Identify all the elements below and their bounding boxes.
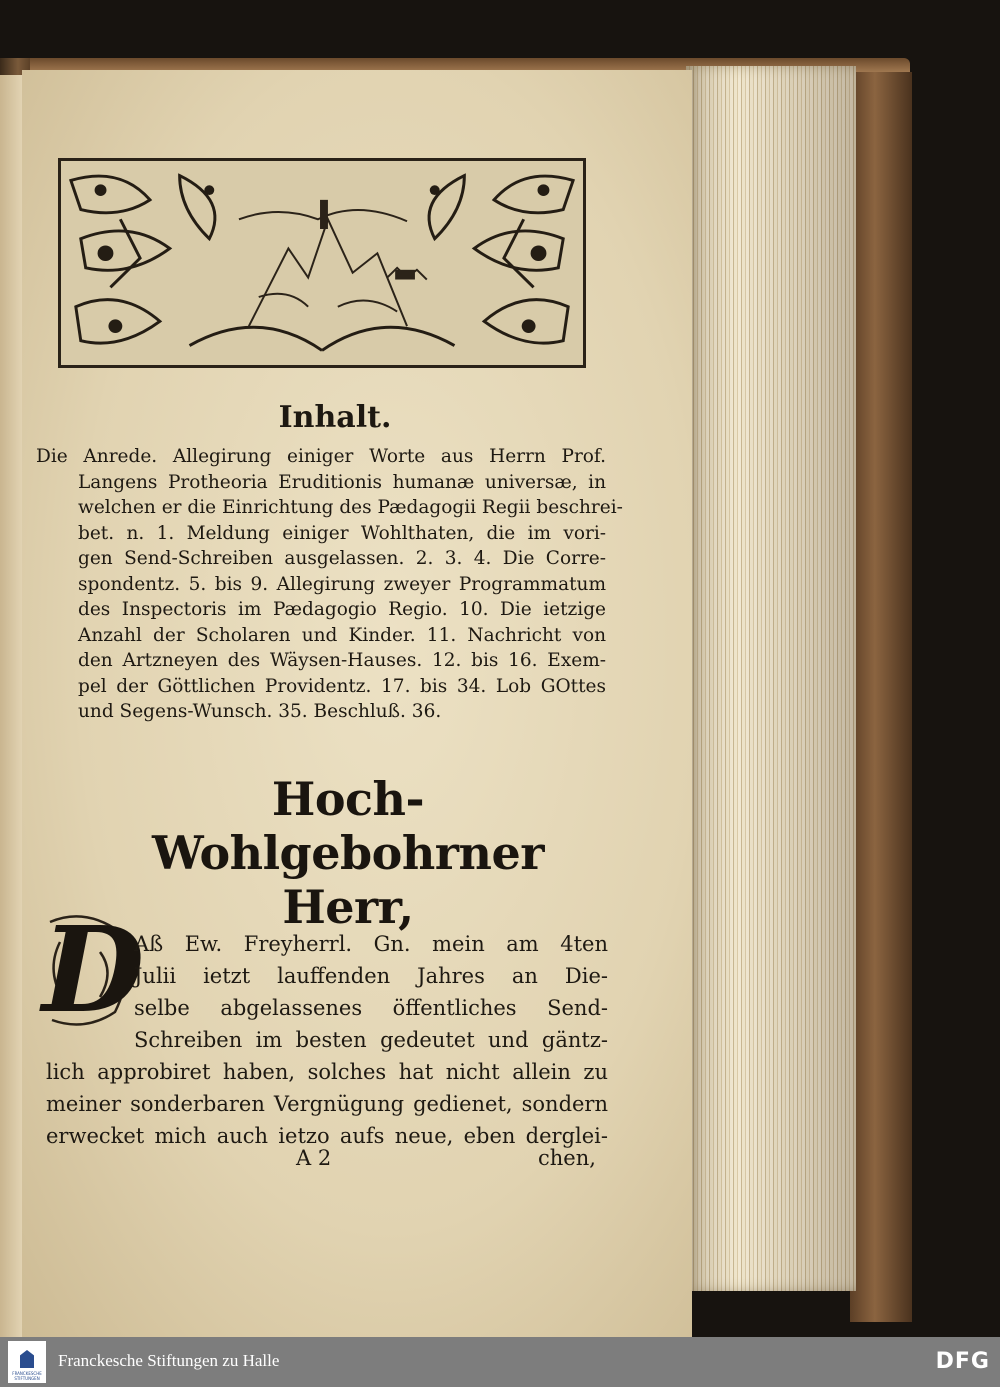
body-line: lich approbiret haben, solches hat nicht allein zu	[46, 1060, 608, 1084]
institution-name: Franckesche Stiftungen zu Halle	[58, 1351, 280, 1370]
body-line: Julii ietzt lauffenden Jahres an Die-	[134, 964, 608, 988]
drop-cap-initial: D	[42, 900, 145, 1039]
summary-line: welchen er die Einrichtung des Pædagogii Regii beschrei-	[78, 497, 623, 518]
body-line: Schreiben im besten gedeutet und gäntz-	[134, 1028, 608, 1052]
body-line: meiner sonderbaren Vergnügung gedienet, sondern	[46, 1092, 608, 1116]
logo-emblem-icon	[20, 1350, 34, 1368]
body-line: Aß Ew. Freyherrl. Gn. mein am 4ten	[134, 932, 608, 956]
page-edges-shading	[686, 66, 856, 1291]
body-line: erwecket mich auch ietzo aufs neue, eben derglei-	[46, 1124, 608, 1148]
contents-summary	[36, 444, 623, 725]
signature-mark: A 2	[296, 1146, 332, 1170]
summary-line: spondentz. 5. bis 9. Allegirung zweyer Programmatum	[78, 573, 606, 595]
summary-line: Anzahl der Scholaren und Kinder. 11. Nachricht von	[78, 624, 606, 646]
book-cover-right	[850, 72, 912, 1322]
institution-logo[interactable]	[8, 1341, 46, 1383]
summary-line: gen Send-Schreiben ausgelassen. 2. 3. 4. Die Corre-	[78, 548, 606, 569]
summary-line: bet. n. 1. Meldung einiger Wohlthaten, die im vori-	[78, 522, 606, 544]
summary-line: Langens Protheoria Eruditionis humanæ universæ, in	[78, 471, 606, 493]
summary-line: Die Anrede. Allegirung einiger Worte aus Herrn Prof.	[36, 446, 606, 467]
viewer-footer	[0, 1337, 1000, 1387]
summary-line: den Artzneyen des Wäysen-Hauses. 12. bis 16. Exem-	[78, 650, 606, 671]
summary-line: des Inspectoris im Pædagogio Regio. 10. Die ietzige	[78, 599, 606, 620]
summary-line: und Segens-Wunsch. 35. Beschluß. 36.	[78, 701, 442, 722]
body-line: selbe abgelassenes öffentliches Send-	[134, 996, 608, 1020]
section-heading: Inhalt.	[278, 400, 392, 435]
logo-text: FRANCKESCHE STIFTUNGEN	[12, 1371, 42, 1381]
dfg-logo[interactable]: DFG	[935, 1349, 990, 1374]
previous-page-edge	[0, 75, 24, 1337]
summary-line: pel der Göttlichen Providentz. 17. bis 34. Lob GOttes	[78, 675, 606, 697]
salutation: Hoch-Wohlgebohrner Herr,	[152, 772, 544, 934]
catchword: chen,	[538, 1146, 596, 1170]
body-text	[46, 1056, 608, 1152]
body-text-beside-initial	[134, 928, 608, 1056]
woodcut-headpiece	[58, 158, 586, 368]
